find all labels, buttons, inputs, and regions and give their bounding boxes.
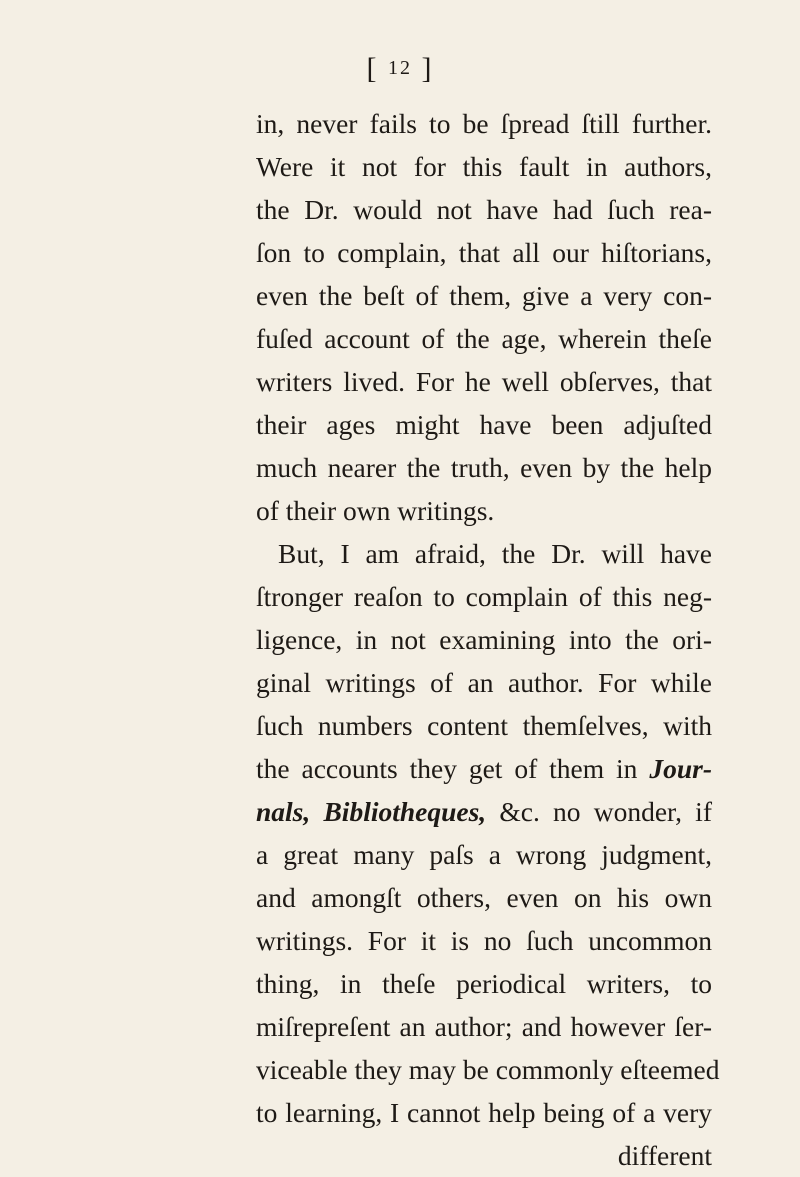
open-bracket: [ bbox=[366, 52, 379, 85]
text-line: ſuch numbers content themſelves, with bbox=[256, 710, 712, 741]
catchword: different bbox=[617, 1140, 712, 1171]
italic-text: nals, Bibliotheques, bbox=[256, 796, 487, 827]
text-line: thing, in theſe periodical writers, to bbox=[256, 968, 712, 999]
text-line: writers lived. For he well obſerves, that bbox=[256, 366, 712, 397]
line-text: &c. no wonder, if bbox=[486, 796, 712, 827]
text-line: a great many paſs a wrong judgment, bbox=[256, 839, 712, 870]
text-line: ligence, in not examining into the ori- bbox=[256, 624, 712, 655]
text-line: ſtronger reaſon to complain of this neg- bbox=[256, 581, 712, 612]
text-line: much nearer the truth, even by the help bbox=[256, 452, 712, 483]
paragraph-end-line: of their own writings. bbox=[256, 495, 495, 526]
text-line: ginal writings of an author. For while bbox=[256, 667, 712, 698]
text-line: and amongſt others, even on his own bbox=[256, 882, 712, 913]
text-line: their ages might have been adjuſted bbox=[256, 409, 712, 440]
text-line: in, never fails to be ſpread ſtill further. bbox=[256, 108, 712, 139]
line-text: the accounts they get of them in bbox=[256, 753, 650, 784]
text-line bbox=[256, 747, 712, 790]
text-line: even the beſt of them, give a very con- bbox=[256, 280, 712, 311]
page-header bbox=[0, 52, 800, 86]
paragraph-start-line: But, I am afraid, the Dr. will have bbox=[278, 538, 712, 569]
page-number: 12 bbox=[388, 57, 412, 79]
text-line: to learning, I cannot help being of a very bbox=[256, 1097, 712, 1128]
close-bracket: ] bbox=[421, 52, 434, 85]
text-line: writings. For it is no ſuch uncommon bbox=[256, 925, 712, 956]
text-line: fuſed account of the age, wherein theſe bbox=[256, 323, 712, 354]
text-line: the Dr. would not have had ſuch rea- bbox=[256, 194, 712, 225]
text-line: Were it not for this fault in authors, bbox=[256, 151, 712, 182]
text-line bbox=[256, 790, 712, 833]
text-line: viceable they may be commonly eſteemed bbox=[256, 1054, 720, 1085]
body-text bbox=[256, 102, 720, 1177]
text-line: ſon to complain, that all our hiſtorians, bbox=[256, 237, 712, 268]
italic-text: Jour- bbox=[649, 753, 712, 784]
text-line: miſrepreſent an author; and however ſer- bbox=[256, 1011, 712, 1042]
